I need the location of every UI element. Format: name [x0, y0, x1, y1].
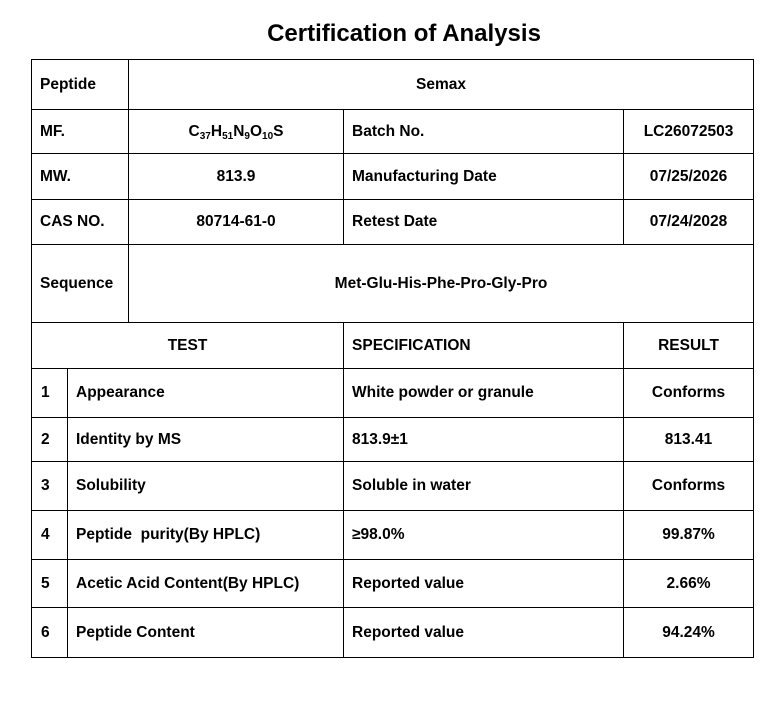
table-row — [32, 369, 754, 418]
tests-header-row — [32, 323, 754, 369]
mw-row — [32, 154, 754, 200]
mf-value — [129, 110, 344, 154]
table-row — [32, 608, 754, 658]
peptide-label: Peptide — [32, 60, 129, 110]
retest-date-value: 07/24/2028 — [624, 200, 754, 245]
molecular-formula: $C_{37}H_{51}N_9O_{10}S$ — [188, 122, 284, 142]
sequence-value: Met-Glu-His-Phe-Pro-Gly-Pro — [129, 245, 754, 323]
sequence-row — [32, 245, 754, 323]
test-result: 813.41 — [624, 418, 754, 462]
analysis-table — [31, 59, 754, 658]
test-result: 99.87% — [624, 511, 754, 560]
test-number: 1 — [32, 369, 68, 418]
test-specification: Reported value — [344, 560, 624, 608]
test-name: Solubility — [68, 462, 344, 511]
manufacturing-date-value: 07/25/2026 — [624, 154, 754, 200]
test-name: Identity by MS — [68, 418, 344, 462]
table-row — [32, 560, 754, 608]
test-name: Acetic Acid Content(By HPLC) — [68, 560, 344, 608]
sequence-label: Sequence — [32, 245, 129, 323]
batch-value: LC26072503 — [624, 110, 754, 154]
test-result: Conforms — [624, 462, 754, 511]
peptide-row — [32, 60, 754, 110]
table-row — [32, 418, 754, 462]
test-specification: ≥98.0% — [344, 511, 624, 560]
mw-value: 813.9 — [129, 154, 344, 200]
batch-label: Batch No. — [344, 110, 624, 154]
mw-label: MW. — [32, 154, 129, 200]
test-result: 2.66% — [624, 560, 754, 608]
document-title: Certification of Analysis — [267, 20, 541, 47]
table-row — [32, 511, 754, 560]
test-number: 6 — [32, 608, 68, 658]
test-specification: Soluble in water — [344, 462, 624, 511]
test-number: 3 — [32, 462, 68, 511]
test-name: Peptide purity(By HPLC) — [68, 511, 344, 560]
cas-value: 80714-61-0 — [129, 200, 344, 245]
test-header: TEST — [32, 323, 344, 369]
cas-row — [32, 200, 754, 245]
mf-label: MF. — [32, 110, 129, 154]
table-row — [32, 462, 754, 511]
peptide-name: Semax — [129, 60, 754, 110]
mf-row — [32, 110, 754, 154]
test-number: 4 — [32, 511, 68, 560]
test-number: 2 — [32, 418, 68, 462]
test-name: Peptide Content — [68, 608, 344, 658]
test-specification: White powder or granule — [344, 369, 624, 418]
test-result: 94.24% — [624, 608, 754, 658]
manufacturing-date-label: Manufacturing Date — [344, 154, 624, 200]
cas-label: CAS NO. — [32, 200, 129, 245]
specification-header: SPECIFICATION — [344, 323, 624, 369]
test-name: Appearance — [68, 369, 344, 418]
test-specification: 813.9±1 — [344, 418, 624, 462]
result-header: RESULT — [624, 323, 754, 369]
test-specification: Reported value — [344, 608, 624, 658]
test-result: Conforms — [624, 369, 754, 418]
retest-date-label: Retest Date — [344, 200, 624, 245]
test-number: 5 — [32, 560, 68, 608]
